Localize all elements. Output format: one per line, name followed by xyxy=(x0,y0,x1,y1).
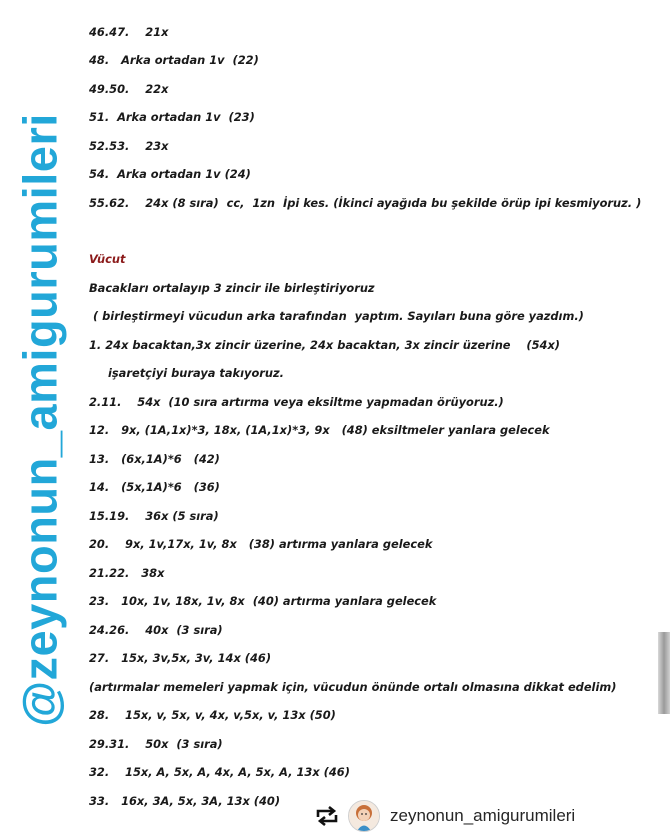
body-row: 28. 15x, v, 5x, v, 4x, v,5x, v, 13x (50) xyxy=(89,708,336,722)
repost-icon[interactable] xyxy=(314,805,340,827)
body-row: 20. 9x, 1v,17x, 1v, 8x (38) artırma yanlara gelecek xyxy=(89,537,433,551)
intro-line: 1. 24x bacaktan,3x zincir üzerine, 24x bacaktan, 3x zincir üzerine (54x) xyxy=(89,338,561,352)
intro-line: ( birleştirmeyi vücudun arka tarafından yaptım. Sayıları buna göre yazdım.) xyxy=(89,309,584,323)
body-row: 33. 16x, 3A, 5x, 3A, 13x (40) xyxy=(89,794,281,808)
scrollbar[interactable] xyxy=(658,632,670,714)
intro-line: işaretçiyi buraya takıyoruz. xyxy=(108,366,284,380)
body-row: 24.26. 40x (3 sıra) xyxy=(89,623,223,637)
leg-row: 52.53. 23x xyxy=(89,139,169,153)
intro-line: Bacakları ortalayıp 3 zincir ile birleştiriyoruz xyxy=(89,281,375,295)
body-row: 29.31. 50x (3 sıra) xyxy=(89,737,223,751)
leg-row: 54. Arka ortadan 1v (24) xyxy=(89,167,251,181)
body-row: 13. (6x,1A)*6 (42) xyxy=(89,452,220,466)
body-row: 23. 10x, 1v, 18x, 1v, 8x (40) artırma yanlara gelecek xyxy=(89,594,437,608)
leg-row: 48. Arka ortadan 1v (22) xyxy=(89,53,259,67)
repost-username[interactable]: zeynonun_amigurumileri xyxy=(390,806,576,825)
body-row: 15.19. 36x (5 sıra) xyxy=(89,509,219,523)
repost-attribution[interactable] xyxy=(314,800,575,832)
body-row: 27. 15x, 3v,5x, 3v, 14x (46) xyxy=(89,651,272,665)
body-row: 14. (5x,1A)*6 (36) xyxy=(89,480,220,494)
body-row: 2.11. 54x (10 sıra artırma veya eksiltme yapmadan örüyoruz.) xyxy=(89,395,504,409)
leg-row: 49.50. 22x xyxy=(89,82,169,96)
body-row: (artırmalar memeleri yapmak için, vücudun önünde ortalı olmasına dikkat edelim) xyxy=(89,680,617,694)
leg-row: 51. Arka ortadan 1v (23) xyxy=(89,110,255,124)
avatar-icon[interactable] xyxy=(348,800,380,832)
body-row: 12. 9x, (1A,1x)*3, 18x, (1A,1x)*3, 9x (48) eksiltmeler yanlara gelecek xyxy=(89,423,550,437)
watermark-handle: @zeynonun_amigurumileri xyxy=(13,113,67,727)
leg-row: 46.47. 21x xyxy=(89,25,169,39)
body-row: 32. 15x, A, 5x, A, 4x, A, 5x, A, 13x (46) xyxy=(89,765,350,779)
leg-row: 55.62. 24x (8 sıra) cc, 1zn İpi kes. (İkinci ayağıda bu şekilde örüp ipi kesmiyoruz. ) xyxy=(89,196,642,210)
section-title: Vücut xyxy=(89,252,126,266)
body-row: 21.22. 38x xyxy=(89,566,165,580)
watermark xyxy=(0,0,80,838)
